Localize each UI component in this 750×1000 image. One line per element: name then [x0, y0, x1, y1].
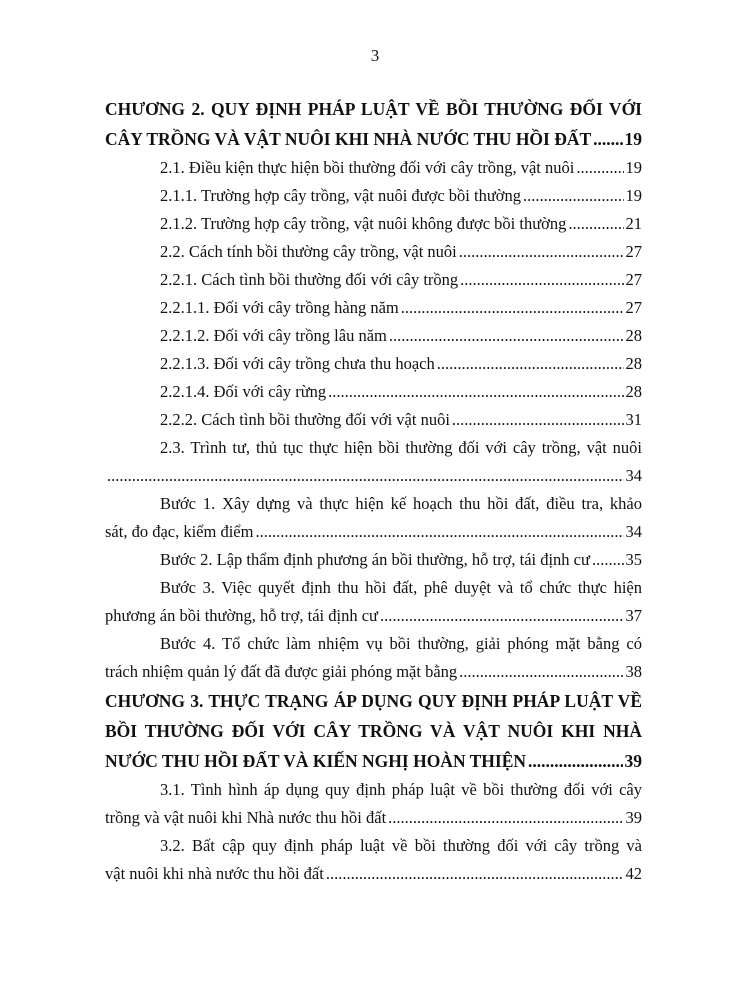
dot-leader [460, 266, 623, 294]
dot-leader [592, 546, 624, 574]
toc-entry-text: 2.1.1. Trường hợp cây trồng, vật nuôi được bồi thường [160, 186, 522, 205]
dot-leader [255, 518, 623, 546]
toc-entry-buoc-3[interactable] [105, 574, 642, 630]
dot-leader [452, 406, 624, 434]
dot-leader [389, 322, 624, 350]
toc-entry-2-2-1-4[interactable] [105, 378, 642, 406]
toc-entry-text: 2.2.1.1. Đối với cây trồng hàng năm [160, 298, 399, 317]
toc-entry-text: 2.1. Điều kiện thực hiện bồi thường đối với cây trồng, vật nuôi [160, 158, 575, 177]
toc-entry-text: Bước 4. Tổ chức làm nhiệm vụ bồi thường, giải phóng mặt bằng có [160, 634, 642, 653]
toc-page-number: 27 [625, 298, 642, 317]
toc-page-number: 19 [625, 158, 642, 177]
toc-entry-text: 2.2.1.2. Đối với cây trồng lâu năm [160, 326, 387, 345]
page-number: 3 [370, 46, 380, 65]
dot-leader [568, 210, 623, 238]
dot-leader [523, 182, 623, 210]
toc-entry-chapter-2[interactable] [105, 94, 642, 154]
toc-entry-text: vật nuôi khi nhà nước thu hồi đất [105, 864, 324, 883]
toc-entry-buoc-2[interactable] [105, 546, 642, 574]
dot-leader [459, 658, 623, 686]
toc-entry-text: 3.2. Bất cập quy định pháp luật về bồi thường đối với cây trồng và [160, 836, 642, 855]
dot-leader [437, 350, 624, 378]
toc-entry-2-1-1[interactable] [105, 182, 642, 210]
toc-page-number: 39 [625, 808, 642, 827]
toc-page-number: 34 [625, 466, 642, 485]
toc-page-number: 39 [624, 751, 642, 771]
table-of-contents [105, 94, 642, 888]
dot-leader [593, 124, 622, 154]
dot-leader [380, 602, 624, 630]
toc-entry-text: 2.3. Trình tư, thủ tục thực hiện bồi thường đối với cây trồng, vật nuôi [160, 438, 642, 457]
dot-leader [328, 378, 623, 406]
toc-page-number: 27 [625, 270, 642, 289]
toc-page-number: 35 [625, 550, 642, 569]
toc-page-number: 27 [625, 242, 642, 261]
toc-entry-2-2-2[interactable] [105, 406, 642, 434]
toc-entry-text: 2.2.1. Cách tình bồi thường đối với cây trồng [160, 270, 459, 289]
dot-leader [107, 462, 624, 490]
toc-page-number: 34 [625, 522, 642, 541]
toc-page-number: 19 [624, 129, 642, 149]
toc-page-number: 37 [625, 606, 642, 625]
dot-leader [528, 746, 622, 776]
toc-entry-text: NƯỚC THU HỒI ĐẤT VÀ KIẾN NGHỊ HOÀN THIỆN [105, 751, 527, 771]
toc-entry-2-2-1[interactable] [105, 266, 642, 294]
dot-leader [459, 238, 624, 266]
toc-entry-text: 2.1.2. Trường hợp cây trồng, vật nuôi không được bồi thường [160, 214, 567, 233]
toc-entry-text: 3.1. Tình hình áp dụng quy định pháp luật về bồi thường đối với cây [160, 780, 642, 799]
toc-entry-text: Bước 1. Xây dựng và thực hiện kế hoạch thu hồi đất, điều tra, khảo [160, 494, 642, 513]
dot-leader [401, 294, 624, 322]
toc-entry-2-1[interactable] [105, 154, 642, 182]
toc-entry-text: Bước 2. Lập thẩm định phương án bồi thường, hỗ trợ, tái định cư [160, 550, 590, 569]
toc-entry-buoc-1[interactable] [105, 490, 642, 546]
toc-entry-text: CHƯƠNG 3. THỰC TRẠNG ÁP DỤNG QUY ĐỊNH PHÁP LUẬT VỀ [105, 691, 642, 711]
toc-page-number: 42 [625, 864, 642, 883]
toc-entry-2-2-1-3[interactable] [105, 350, 642, 378]
toc-entry-2-2[interactable] [105, 238, 642, 266]
toc-entry-text: CÂY TRỒNG VÀ VẬT NUÔI KHI NHÀ NƯỚC THU HỒI ĐẤT [105, 129, 592, 149]
toc-entry-2-2-1-2[interactable] [105, 322, 642, 350]
toc-entry-text: sát, đo đạc, kiểm điểm [105, 522, 254, 541]
dot-leader [576, 154, 623, 182]
dot-leader [388, 804, 623, 832]
dot-leader [326, 860, 624, 888]
toc-entry-2-2-1-1[interactable] [105, 294, 642, 322]
toc-entry-2-1-2[interactable] [105, 210, 642, 238]
toc-entry-text: Bước 3. Việc quyết định thu hồi đất, phê duyệt và tổ chức thực hiện [160, 578, 642, 597]
toc-entry-3-1[interactable] [105, 776, 642, 832]
toc-entry-text: 2.2. Cách tính bồi thường cây trồng, vật nuôi [160, 242, 457, 261]
toc-entry-text: 2.2.2. Cách tình bồi thường đối với vật nuôi [160, 410, 450, 429]
toc-entry-text: 2.2.1.3. Đối với cây trồng chưa thu hoạch [160, 354, 435, 373]
toc-entry-text: trách nhiệm quản lý đất đã được giải phóng mặt bằng [105, 662, 458, 681]
toc-page-number: 28 [625, 382, 642, 401]
toc-page-number: 19 [625, 186, 642, 205]
toc-page-number: 31 [625, 410, 642, 429]
toc-page-number: 38 [625, 662, 642, 681]
toc-entry-text: phương án bồi thường, hỗ trợ, tái định cư [105, 606, 378, 625]
toc-entry-buoc-4[interactable] [105, 630, 642, 686]
toc-entry-2-3[interactable] [105, 434, 642, 490]
toc-page-number: 28 [625, 354, 642, 373]
toc-entry-text: BỒI THƯỜNG ĐỐI VỚI CÂY TRỒNG VÀ VẬT NUÔI KHI NHÀ [105, 721, 642, 741]
toc-entry-chapter-3[interactable] [105, 686, 642, 776]
toc-entry-text: CHƯƠNG 2. QUY ĐỊNH PHÁP LUẬT VỀ BỒI THƯỜNG ĐỐI VỚI [105, 99, 642, 119]
toc-page-number: 21 [625, 214, 642, 233]
toc-entry-3-2[interactable] [105, 832, 642, 888]
toc-entry-text: 2.2.1.4. Đối với cây rừng [160, 382, 327, 401]
toc-page-number: 28 [625, 326, 642, 345]
toc-entry-text: trồng và vật nuôi khi Nhà nước thu hồi đất [105, 808, 387, 827]
